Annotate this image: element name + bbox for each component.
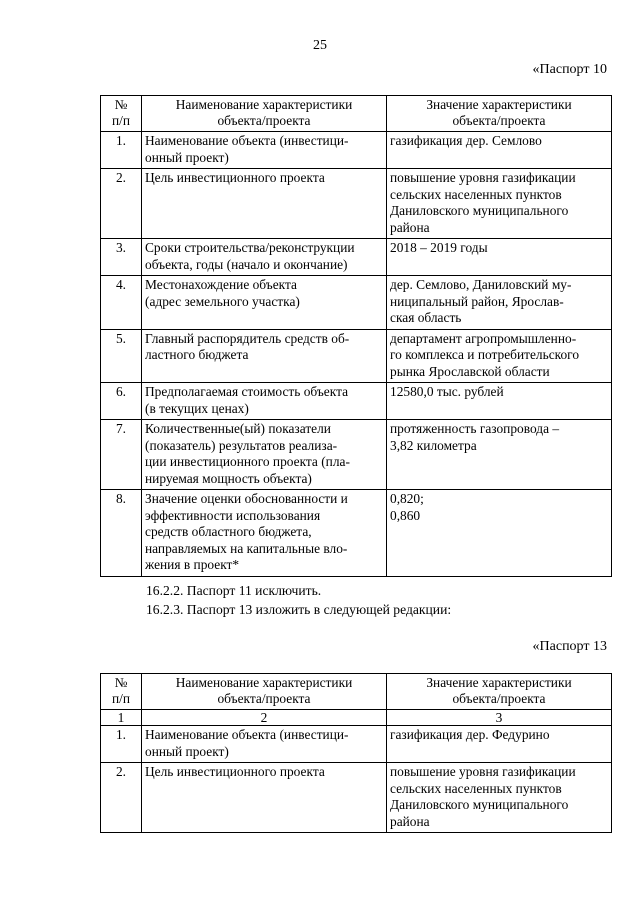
row-name: Значение оценки обоснованности и эффективности использования средств областного бюджета, направляемых на капитальные вло- жения в проект* <box>142 490 387 577</box>
text-line-2: 16.2.3. Паспорт 13 изложить в следующей редакции: <box>146 602 452 617</box>
column-number: 3 <box>387 710 612 726</box>
table-row <box>101 383 612 420</box>
passport-13-title: «Паспорт 13 <box>532 639 607 654</box>
column-number: 2 <box>142 710 387 726</box>
column-number-row <box>101 710 612 726</box>
header-name: Наименование характеристики объекта/проекта <box>142 96 387 132</box>
passport-13-table <box>100 673 612 833</box>
table-row <box>101 169 612 239</box>
row-name: Цель инвестиционного проекта <box>142 169 387 239</box>
table-row <box>101 329 612 383</box>
row-value: протяженность газопровода – 3,82 километра <box>387 420 612 490</box>
header-value: Значение характеристики объекта/проекта <box>387 674 612 710</box>
row-name: Наименование объекта (инвестици- онный проект) <box>142 132 387 169</box>
row-number: 6. <box>101 383 142 420</box>
header-num: № п/п <box>101 96 142 132</box>
row-number: 2. <box>101 763 142 833</box>
header-value: Значение характеристики объекта/проекта <box>387 96 612 132</box>
table-row <box>101 763 612 833</box>
row-number: 2. <box>101 169 142 239</box>
passport-10-title: «Паспорт 10 <box>532 62 607 77</box>
row-name: Цель инвестиционного проекта <box>142 763 387 833</box>
row-value: 2018 – 2019 годы <box>387 239 612 276</box>
row-number: 1. <box>101 726 142 763</box>
row-name: Предполагаемая стоимость объекта (в текущих ценах) <box>142 383 387 420</box>
row-name: Количественные(ый) показатели (показатель) результатов реализа- ции инвестиционного проекта (пла- нируемая мощность объекта) <box>142 420 387 490</box>
table-row <box>101 276 612 330</box>
row-value: повышение уровня газификации сельских населенных пунктов Даниловского муниципального района <box>387 169 612 239</box>
row-value: 12580,0 тыс. рублей <box>387 383 612 420</box>
row-number: 8. <box>101 490 142 577</box>
row-number: 4. <box>101 276 142 330</box>
row-number: 1. <box>101 132 142 169</box>
header-name: Наименование характеристики объекта/проекта <box>142 674 387 710</box>
table-row <box>101 490 612 577</box>
table-row <box>101 132 612 169</box>
row-number: 7. <box>101 420 142 490</box>
row-number: 5. <box>101 329 142 383</box>
row-value: департамент агропромышленно- го комплекса и потребительского рынка Ярославской области <box>387 329 612 383</box>
row-value: газификация дер. Федурино <box>387 726 612 763</box>
column-number: 1 <box>101 710 142 726</box>
table-header <box>101 674 612 710</box>
row-name: Сроки строительства/реконструкции объекта, годы (начало и окончание) <box>142 239 387 276</box>
text-line-1: 16.2.2. Паспорт 11 исключить. <box>146 583 322 598</box>
table-header <box>101 96 612 132</box>
table-row <box>101 726 612 763</box>
row-value: 0,820; 0,860 <box>387 490 612 577</box>
table-row <box>101 239 612 276</box>
passport-10-table <box>100 95 612 577</box>
row-value: дер. Семлово, Даниловский му- ниципальный район, Ярослав- ская область <box>387 276 612 330</box>
row-value: газификация дер. Семлово <box>387 132 612 169</box>
row-number: 3. <box>101 239 142 276</box>
row-name: Главный распорядитель средств об- ластного бюджета <box>142 329 387 383</box>
row-name: Наименование объекта (инвестици- онный проект) <box>142 726 387 763</box>
header-num: № п/п <box>101 674 142 710</box>
row-value: повышение уровня газификации сельских населенных пунктов Даниловского муниципального района <box>387 763 612 833</box>
page-number: 25 <box>313 38 327 53</box>
table-row <box>101 420 612 490</box>
row-name: Местонахождение объекта (адрес земельного участка) <box>142 276 387 330</box>
